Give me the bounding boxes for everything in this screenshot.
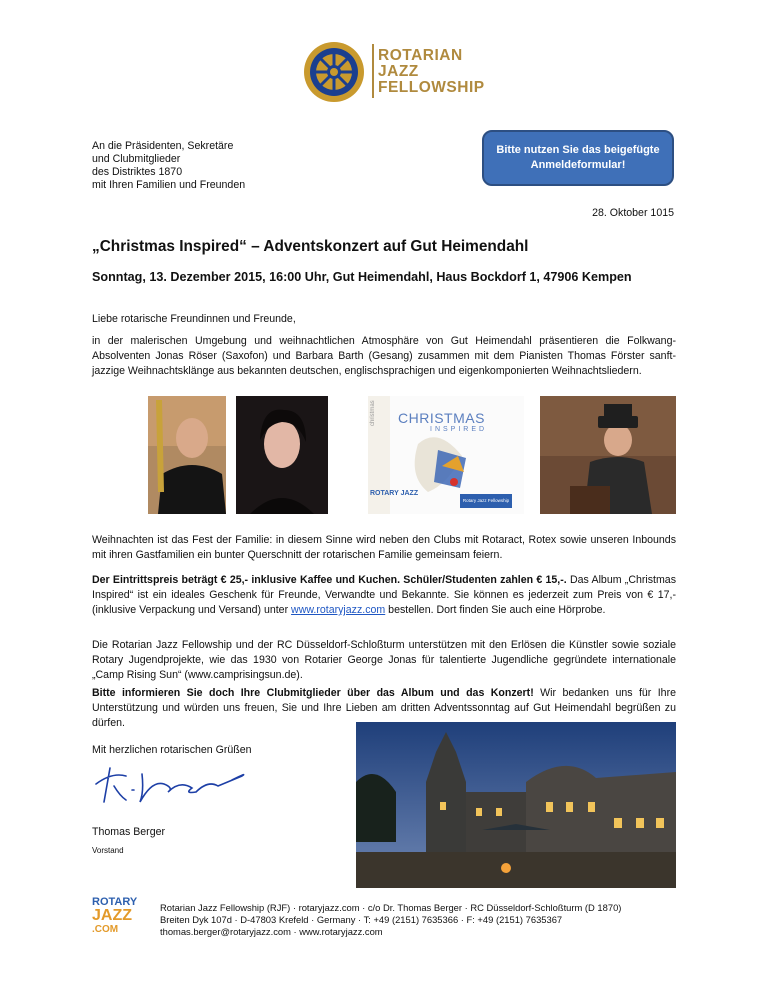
album-logo: ROTARY JAZZ xyxy=(370,490,419,497)
logo-divider xyxy=(372,44,374,98)
registration-form-callout xyxy=(482,130,674,186)
logo-line-2: JAZZ xyxy=(378,63,419,80)
album-title: CHRISTMAS xyxy=(398,410,485,426)
rotaryjazz-link[interactable]: www.rotaryjazz.com xyxy=(291,604,386,616)
footer-logo-line-1: ROTARY xyxy=(92,896,138,908)
pianist-photo xyxy=(540,396,676,514)
footer-logo-line-2: JAZZ xyxy=(92,907,132,924)
callout-text: Bitte nutzen Sie das beigefügte Anmeldeformular! xyxy=(496,144,660,171)
footer-contact xyxy=(160,902,621,938)
letter-date: 28. Oktober 1015 xyxy=(592,207,674,219)
recipient-line: An die Präsidenten, Sekretäre xyxy=(92,140,234,152)
logo-line-3: FELLOWSHIP xyxy=(378,79,485,96)
family-paragraph: Weihnachten ist das Fest der Familie: in diesem Sinne wird neben den Clubs mit Rotaract, Rotex sowie unseren Inbounds mit ihren Gastfamilien ein bunter Querschnitt der rotarischen Familie gemeinsam feiern. xyxy=(92,534,676,561)
greeting: Mit herzlichen rotarischen Grüßen xyxy=(92,744,252,756)
intro-paragraph: in der malerischen Umgebung und weihnachtlichen Atmosphäre von Gut Heimendahl präsentieren die Folkwang-Absolventen Jonas Röser (Saxofon) und Barbara Barth (Gesang) zusammen mit dem Pianisten Thomas Förster sanft-jazzige Weihnachtsklänge aus bekannten deutschen, englischsprachigen und eigenkomponierten Weihnachtsliedern. xyxy=(92,335,676,377)
event-title: „Christmas Inspired“ – Adventskonzert auf Gut Heimendahl xyxy=(92,238,529,255)
rotarian-jazz-fellowship-logo xyxy=(300,40,485,104)
salutation: Liebe rotarische Freundinnen und Freunde, xyxy=(92,313,296,325)
footer-line: Rotarian Jazz Fellowship (RJF) · rotaryjazz.com · c/o Dr. Thomas Berger · RC Düsseldorf-Schloßturm (D 1870) xyxy=(160,902,622,913)
event-date-location: Sonntag, 13. Dezember 2015, 16:00 Uhr, Gut Heimendahl, Haus Bockdorf 1, 47906 Kempen xyxy=(92,270,632,284)
footer-logo-line-3: .COM xyxy=(92,924,119,935)
singer-photo xyxy=(236,396,328,514)
closing-text: Wir bedanken uns für Ihre Unterstützung und würden uns freuen, Sie und Ihre Lieben am dritten Adventssonntag auf Gut Heimendahl begrüßen zu dürfen. xyxy=(92,687,676,729)
saxophonist-photo xyxy=(148,396,226,514)
recipient-line: des Distriktes 1870 xyxy=(92,166,183,178)
price-bold: Der Eintrittspreis beträgt € 25,- inklusive Kaffee und Kuchen. Schüler/Studenten zahlen € 15,-. xyxy=(92,574,567,586)
rotary-wheel-icon xyxy=(300,40,368,104)
album-subtitle: INSPIRED xyxy=(430,426,488,433)
rotaryjazz-footer-logo xyxy=(92,896,146,944)
album-sticker: Rotary Jazz Fellowship xyxy=(460,494,512,508)
album-cover xyxy=(338,396,524,514)
support-paragraph: Die Rotarian Jazz Fellowship und der RC Düsseldorf-Schloßturm unterstützen mit den Erlösen die Künstler sowie soziale Rotary Jugendprojekte, wie das 1930 von Rotarier George Jonas für talentierte Jugendliche gegründete internationale „Camp Rising Sun“ (www.camprisingsun.de). xyxy=(92,639,676,681)
signer-name: Thomas Berger xyxy=(92,826,166,838)
closing-bold: Bitte informieren Sie doch Ihre Clubmitglieder über das Album und das Konzert! xyxy=(92,687,534,699)
footer-line: thomas.berger@rotaryjazz.com · www.rotaryjazz.com xyxy=(160,926,383,937)
gut-heimendahl-photo xyxy=(356,722,676,888)
recipient-block xyxy=(92,140,245,192)
signature xyxy=(92,762,252,808)
recipient-line: und Clubmitglieder xyxy=(92,153,181,165)
recipient-line: mit Ihren Familien und Freunden xyxy=(92,179,246,191)
signer-role: Vorstand xyxy=(92,846,124,855)
logo-line-1: ROTARIAN xyxy=(378,47,463,64)
album-spine-text: christmas xyxy=(370,400,376,426)
footer-line: Breiten Dyk 107d · D-47803 Krefeld · Germany · T: +49 (2151) 7635366 · F: +49 (2151) 7635367 xyxy=(160,914,563,925)
price-text: Das Album „Christmas Inspired“ ist ein ideales Geschenk für Freunde, Verwandte und Bekannte. Sie können es jederzeit zum Preis von € 17,- (inklusive Verpackung und Versand) unter xyxy=(92,574,676,616)
price-text-end: bestellen. Dort finden Sie auch eine Hörprobe. xyxy=(385,604,606,616)
price-paragraph xyxy=(92,573,676,618)
